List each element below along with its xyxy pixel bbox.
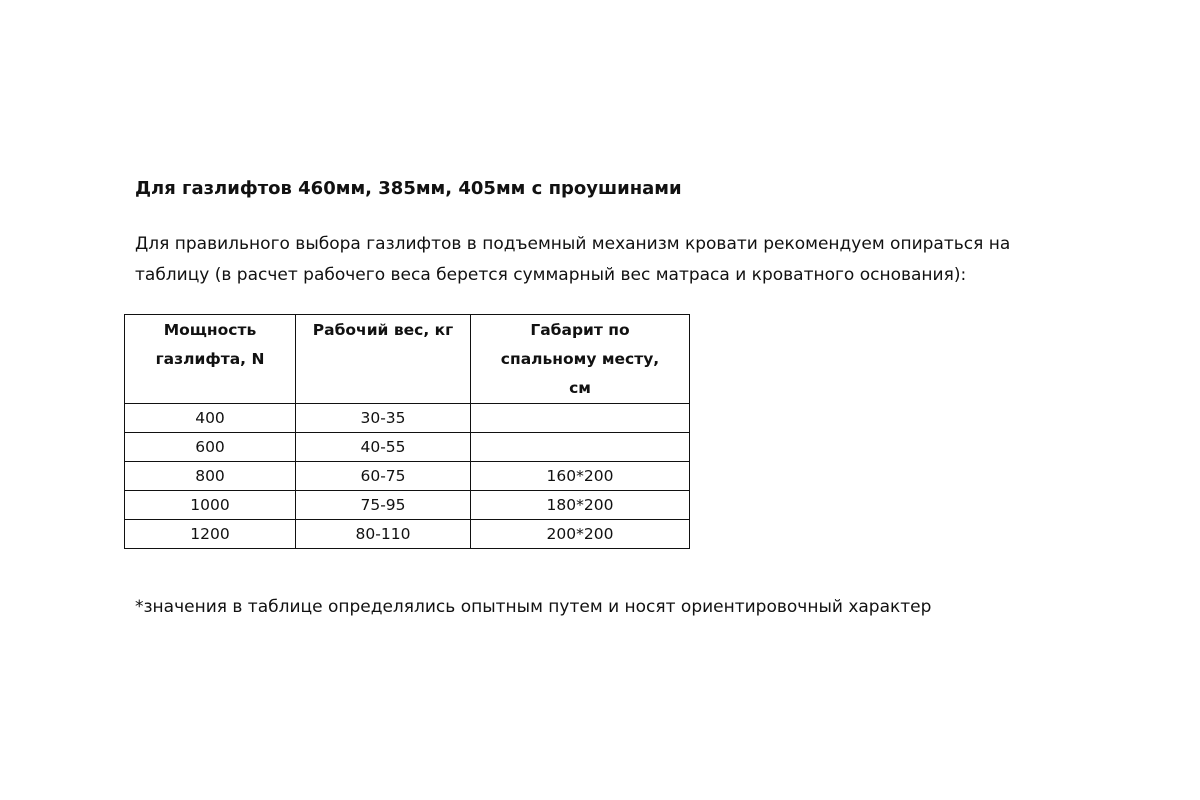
cell-power: 1000	[125, 491, 296, 520]
table-header-row	[125, 315, 690, 404]
cell-size: 200*200	[471, 520, 690, 549]
cell-weight: 40-55	[296, 433, 471, 462]
header-weight	[296, 315, 471, 404]
table-row	[125, 491, 690, 520]
cell-weight: 80-110	[296, 520, 471, 549]
header-size	[471, 315, 690, 404]
cell-size	[471, 404, 690, 433]
cell-weight: 30-35	[296, 404, 471, 433]
table-row	[125, 404, 690, 433]
cell-size: 160*200	[471, 462, 690, 491]
header-weight-line-1: Рабочий вес, кг	[312, 321, 454, 339]
header-power-line-2: газлифта, N	[155, 350, 265, 368]
gaslift-table	[124, 314, 690, 549]
cell-power: 400	[125, 404, 296, 433]
table-row	[125, 520, 690, 549]
header-size-line-2: спальному месту,	[500, 350, 660, 368]
table-row	[125, 462, 690, 491]
cell-power: 1200	[125, 520, 296, 549]
intro-line-1: Для правильного выбора газлифтов в подъемный механизм кровати рекомендуем опираться на	[135, 234, 1011, 254]
intro-paragraph	[135, 229, 1095, 291]
header-size-line-1: Габарит по	[530, 321, 630, 339]
cell-weight: 75-95	[296, 491, 471, 520]
header-power	[125, 315, 296, 404]
document-title: Для газлифтов 460мм, 385мм, 405мм с проушинами	[135, 178, 682, 199]
footnote: *значения в таблице определялись опытным путем и носят ориентировочный характер	[135, 597, 932, 617]
table-row	[125, 433, 690, 462]
cell-power: 800	[125, 462, 296, 491]
intro-line-2: таблицу (в расчет рабочего веса берется суммарный вес матраса и кроватного основания):	[135, 265, 967, 285]
cell-weight: 60-75	[296, 462, 471, 491]
cell-size: 180*200	[471, 491, 690, 520]
cell-power: 600	[125, 433, 296, 462]
header-power-line-1: Мощность	[163, 321, 257, 339]
cell-size	[471, 433, 690, 462]
header-size-line-3: см	[569, 379, 591, 397]
